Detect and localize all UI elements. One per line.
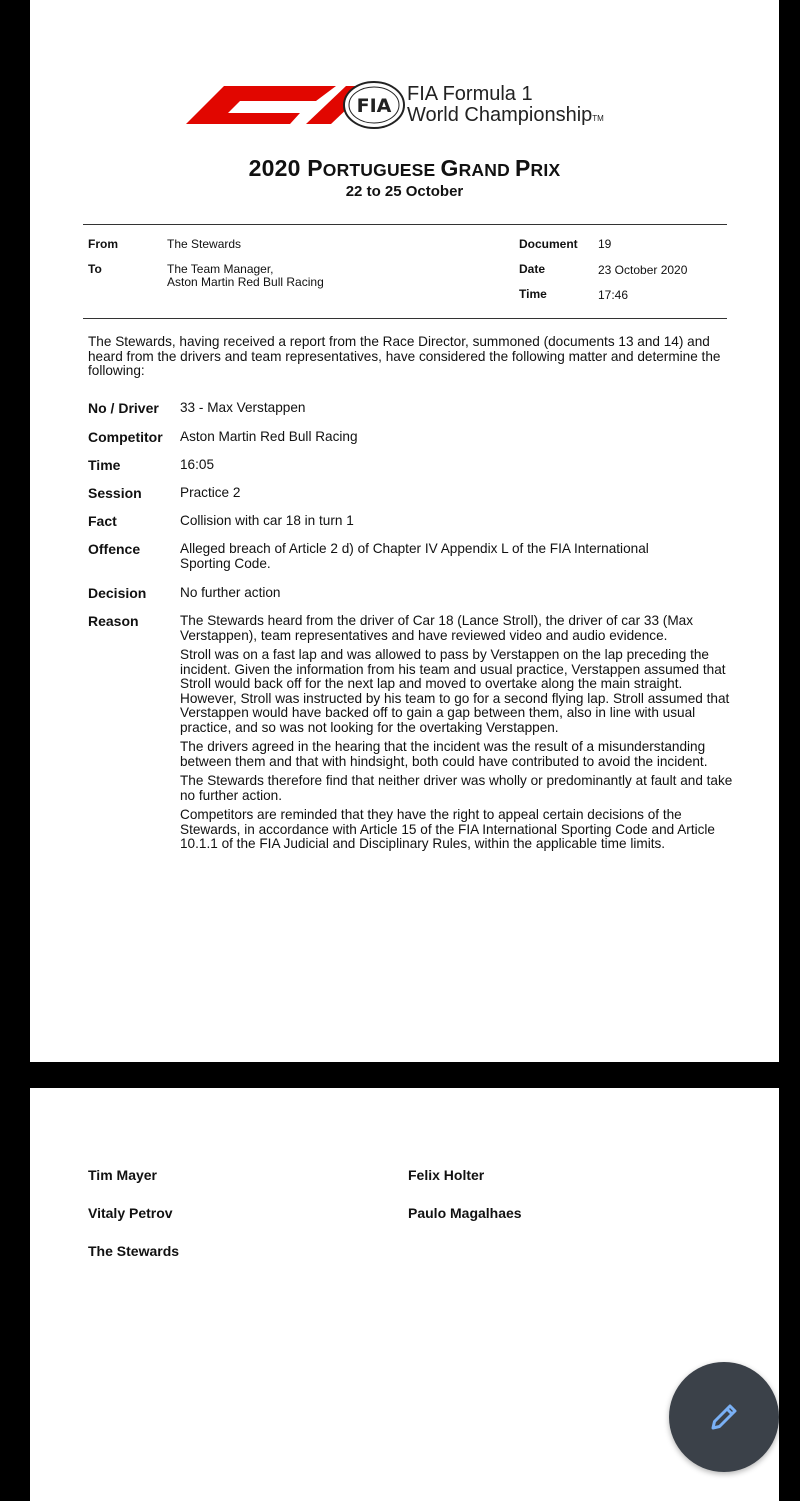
offence-label: Offence <box>88 541 141 557</box>
fia-badge-text: FIA <box>356 95 392 117</box>
session-label: Session <box>88 485 142 501</box>
fia-emblem-icon <box>342 80 406 130</box>
competitor-value: Aston Martin Red Bull Racing <box>180 429 358 444</box>
divider-bottom <box>83 318 727 319</box>
stewards-footer: The Stewards <box>88 1243 180 1259</box>
event-title: 2020 PORTUGUESE GRAND PRIX <box>248 155 561 181</box>
trademark: TM <box>592 114 604 123</box>
intro-paragraph: The Stewards, having received a report from the Race Director, summoned (documents 13 and 14) and heard from the drivers and team representatives, have considered the following matter and determine the following: <box>88 334 721 378</box>
reason-paragraph: The Stewards heard from the driver of Car 18 (Lance Stroll), the driver of car 33 (Max Verstappen), team representatives and have reviewed video and audio evidence. <box>180 613 693 643</box>
org-line-1: FIA Formula 1 <box>407 83 533 105</box>
time-label: Time <box>519 287 547 301</box>
reason-paragraph: The Stewards therefore find that neither driver was wholly or predominantly at fault and take no further action. <box>180 773 733 803</box>
date-label: Date <box>519 262 546 276</box>
reason-paragraph: Stroll was on a fast lap and was allowed to pass by Verstappen on the lap preceding the incident. Given the information from his team and usual practice, Verstappen assumed that Stroll would back off for the next lap and moved to overtake along the main straight. However, Stroll was instructed by his team to go for a second flying lap. Stroll assumed that Verstappen would have backed off to gain a gap between them, also in line with usual practice, and so was not looking for the overtaking Verstappen. <box>180 647 730 735</box>
document-page-1 <box>30 0 779 1062</box>
reason-paragraph: Competitors are reminded that they have the right to appeal certain decisions of the Stewards, in accordance with Article 15 of the FIA International Sporting Code and Article 10.1.1 of the FIA Judicial and Disciplinary Rules, within the applicable time limits. <box>180 807 715 851</box>
fact-label: Fact <box>88 513 117 529</box>
signature-vitaly-petrov: Vitaly Petrov <box>88 1205 173 1221</box>
to-label: To <box>88 262 102 276</box>
date-value: 23 October 2020 <box>598 263 688 277</box>
reason-paragraph: The drivers agreed in the hearing that the incident was the result of a misunderstanding between them and that with hindsight, both could have contributed to avoid the incident. <box>180 739 708 769</box>
competitor-label: Competitor <box>88 429 163 445</box>
driver-label: No / Driver <box>88 400 159 416</box>
session-value: Practice 2 <box>180 485 241 500</box>
reason-label: Reason <box>88 613 139 629</box>
time-value: 17:46 <box>598 288 629 302</box>
document-label: Document <box>519 237 578 251</box>
edit-pencil-icon <box>704 1397 744 1437</box>
decision-value: No further action <box>180 585 281 600</box>
document-page-2 <box>30 1088 779 1501</box>
event-dates: 22 to 25 October <box>345 183 464 200</box>
from-label: From <box>88 237 118 251</box>
offence-value: Alleged breach of Article 2 d) of Chapter IV Appendix L of the FIA International Sporting Code. <box>180 541 649 571</box>
signature-paulo-magalhaes: Paulo Magalhaes <box>408 1205 522 1221</box>
time-field-value: 16:05 <box>180 457 215 472</box>
signature-felix-holter: Felix Holter <box>408 1167 485 1183</box>
fact-value: Collision with car 18 in turn 1 <box>180 513 354 528</box>
divider-top <box>83 224 727 225</box>
edit-button[interactable] <box>669 1362 779 1472</box>
decision-label: Decision <box>88 585 147 601</box>
org-title <box>407 84 604 129</box>
from-value: The Stewards <box>167 237 242 251</box>
signature-tim-mayer: Tim Mayer <box>88 1167 157 1183</box>
time-field-label: Time <box>88 457 121 473</box>
document-value: 19 <box>598 237 612 251</box>
to-value: The Team Manager, Aston Martin Red Bull Racing <box>167 262 324 289</box>
driver-value: 33 - Max Verstappen <box>180 400 306 415</box>
reason-text <box>180 614 735 857</box>
org-line-2: World Championship <box>407 104 593 126</box>
